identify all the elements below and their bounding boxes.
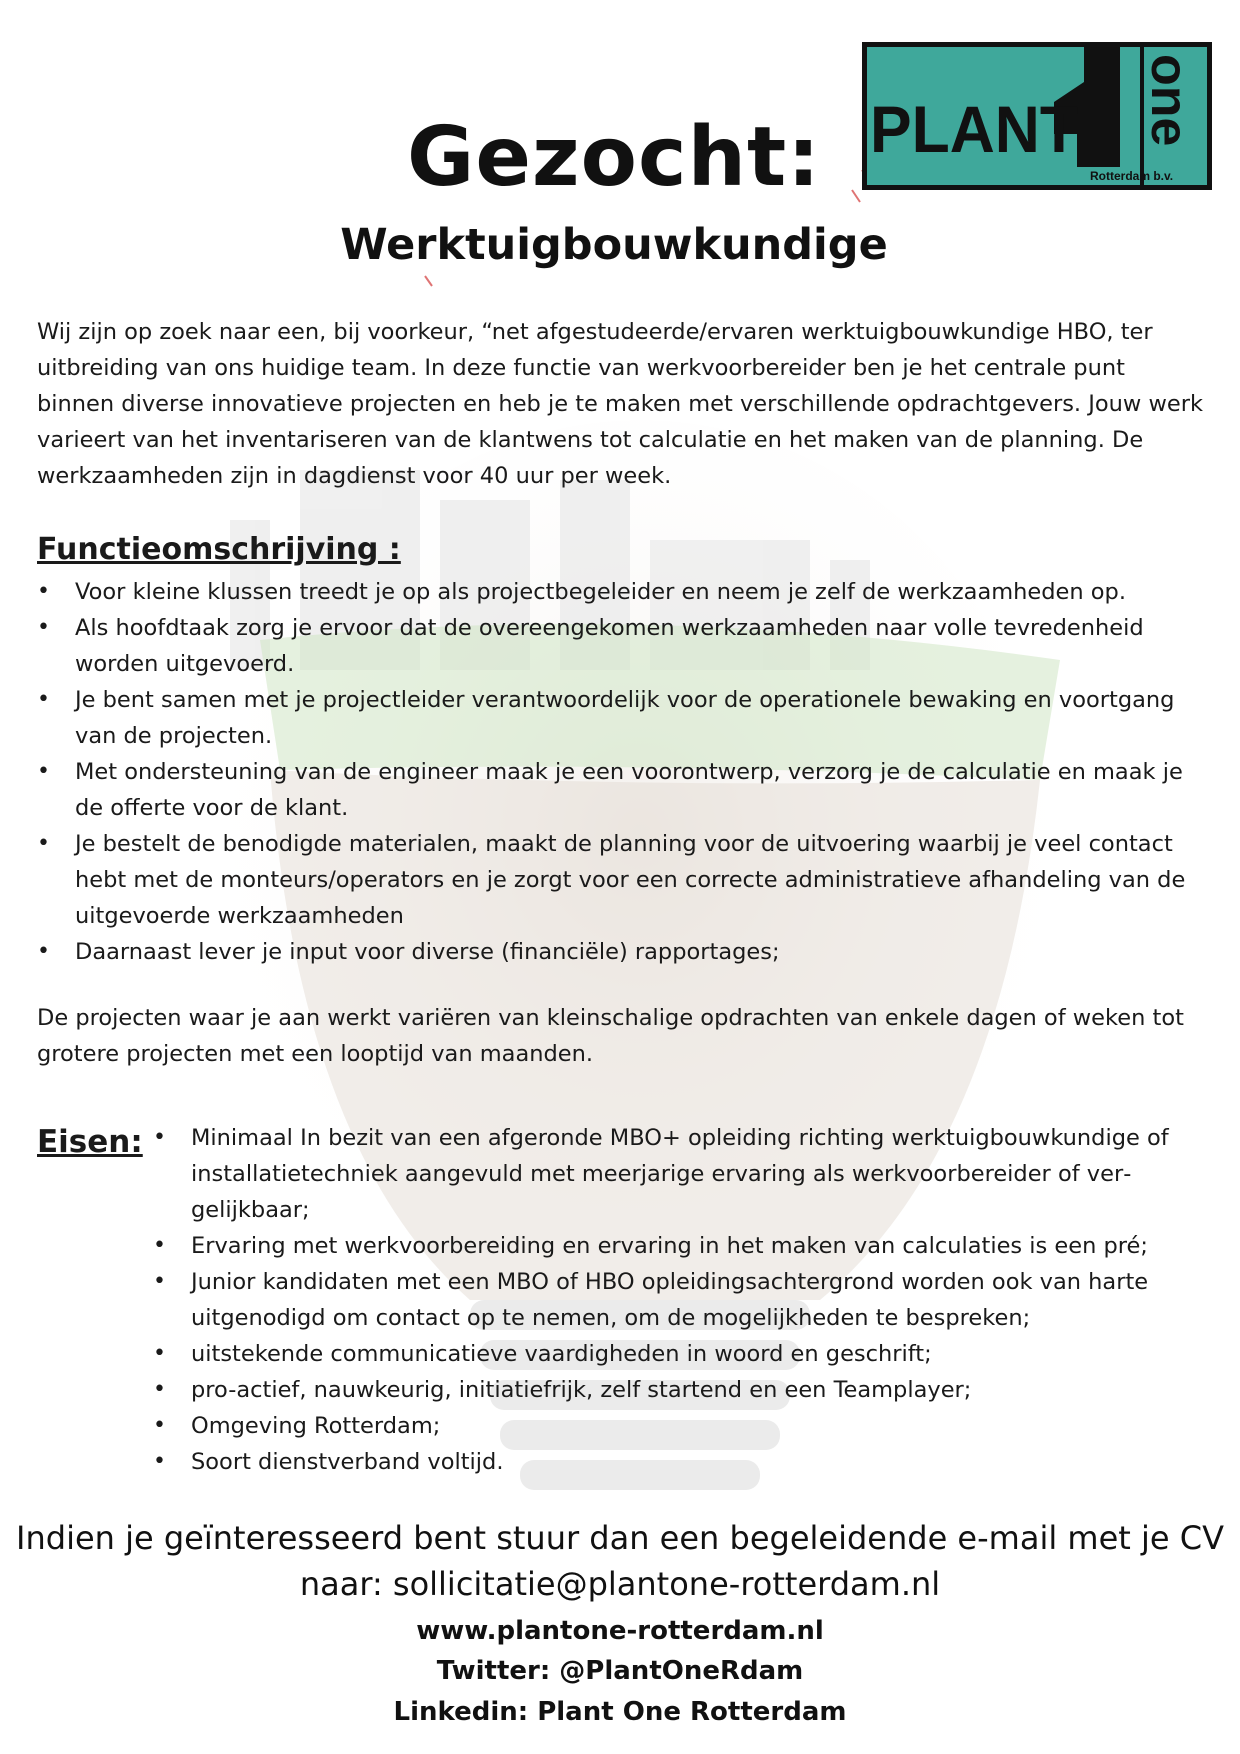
page-title: Gezocht: — [407, 110, 821, 205]
logo-tagline: Rotterdam b.v. — [1090, 169, 1174, 183]
list-item: • Daarnaast lever je input voor diverse (financiële) rapportages; — [37, 934, 1209, 970]
list-item: • Je bestelt de benodigde materialen, maakt de planning voor de uitvoering waarbij je veel contact hebt met de monteurs/operators en je zorgt voor een correcte administratieve afhandeling van de uitgevoerde werkzaamheden — [37, 826, 1209, 934]
intro-paragraph: Wij zijn op zoek naar een, bij voorkeur, “net afgestudeerde/ervaren werktuigbouwkundige HBO, ter uitbreiding van ons huidige team. In deze functie van werkvoorbereider ben je het centrale punt binnen diverse innovatieve projecten en heb je te maken met verschillende opdrachtgevers. Jouw werk varieert van het inventariseren van de klantwens tot calculatie en het maken van de planning. De werkzaamheden zijn in dagdienst voor 40 uur per week. — [37, 319, 1203, 489]
logo-word: PLANT — [870, 92, 1078, 166]
list-item: • Omgeving Rotterdam; — [153, 1408, 1211, 1444]
logo-one: one — [1140, 54, 1198, 147]
job-title: Werktuigbouwkundige — [340, 220, 888, 270]
twitter-handle[interactable]: Twitter: @PlantOneRdam — [436, 1656, 804, 1686]
website-link[interactable]: www.plantone-rotterdam.nl — [416, 1616, 824, 1646]
section-functieomschrijving-title: Functieomschrijving : — [37, 532, 401, 567]
contact-instruction: Indien je geïnteresseerd bent stuur dan een begeleidende e-mail met je CV — [16, 1519, 1224, 1557]
list-item: • Junior kandidaten met een MBO of HBO opleidingsachtergrond worden ook van harte uitgenodigd om contact op te nemen, om de mogelijkheden te bespreken; — [153, 1264, 1211, 1336]
projects-paragraph: De projecten waar je aan werkt variëren van kleinschalige opdrachten van enkele dagen of weken tot grotere projecten met een looptijd van maanden. — [37, 1005, 1184, 1067]
list-item: • Je bent samen met je projectleider verantwoordelijk voor de operationele bewaking en voortgang van de projecten. — [37, 682, 1209, 754]
eisen-list — [153, 1120, 1211, 1480]
list-item: • Ervaring met werkvoorbereiding en ervaring in het maken van calculaties is een pré; — [153, 1228, 1211, 1264]
list-item: • uitstekende communicatieve vaardigheden in woord en geschrift; — [153, 1336, 1211, 1372]
list-item: • Voor kleine klussen treedt je op als projectbegeleider en neem je zelf de werkzaamheden op. — [37, 574, 1209, 610]
section-eisen-title: Eisen: — [37, 1124, 143, 1160]
list-item: • pro-actief, nauwkeurig, initiatiefrijk, zelf startend en een Teamplayer; — [153, 1372, 1211, 1408]
list-item: • Minimaal In bezit van een afgeronde MBO+ opleiding richting werktuigbouwkundige of installatietechniek aangevuld met meerjarige ervaring als werkvoorbereider of vergelijkbaar; — [153, 1120, 1211, 1228]
list-item: • Soort dienstverband voltijd. — [153, 1444, 1211, 1480]
list-item: • Met ondersteuning van de engineer maak je een voorontwerp, verzorg je de calculatie en maak je de offerte voor de klant. — [37, 754, 1209, 826]
functie-list — [37, 574, 1209, 970]
list-item: • Als hoofdtaak zorg je ervoor dat de overeengekomen werkzaamheden naar volle tevredenheid worden uitgevoerd. — [37, 610, 1209, 682]
contact-email[interactable]: naar: sollicitatie@plantone-rotterdam.nl — [299, 1565, 941, 1603]
linkedin-link[interactable]: Linkedin: Plant One Rotterdam — [393, 1697, 847, 1727]
